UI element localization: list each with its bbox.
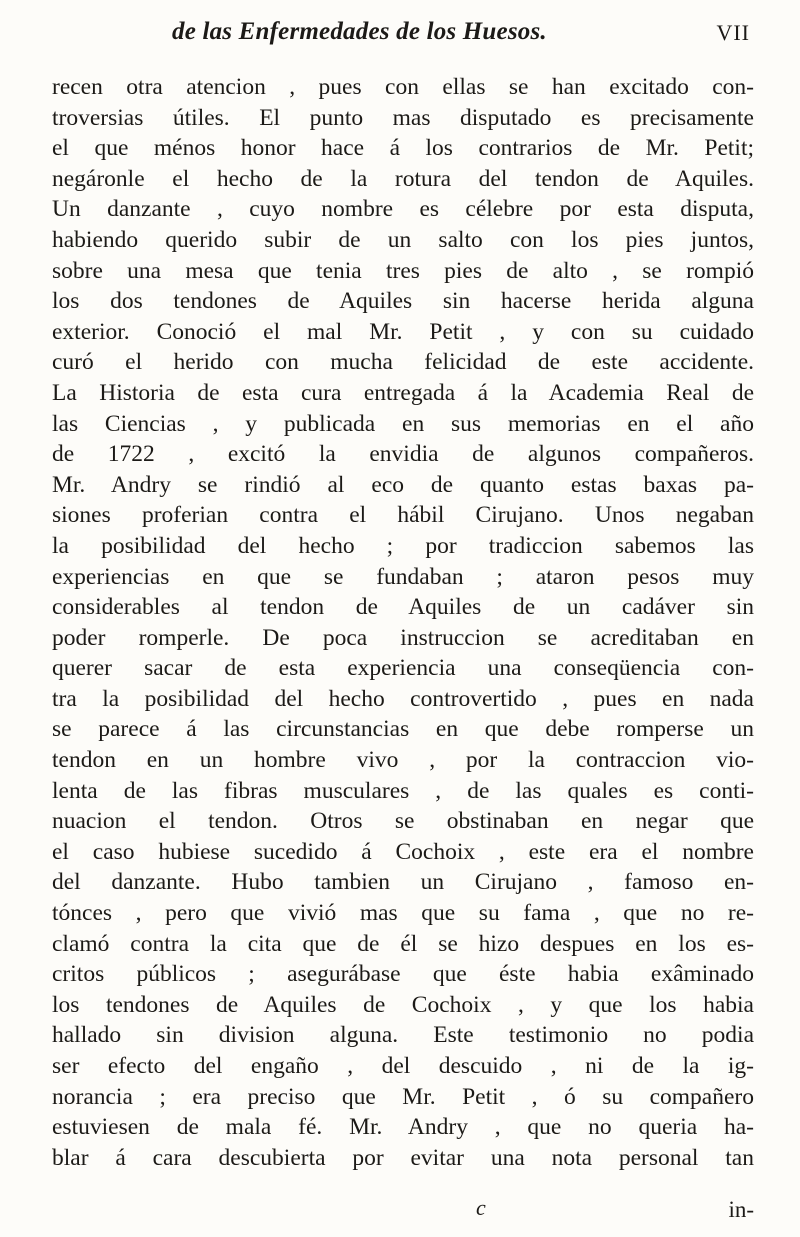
text-line: tra la posibilidad del hecho controvertido , pues en nada [52,685,754,712]
text-line: los dos tendones de Aquiles sin hacerse herida alguna [52,288,754,315]
text-line: del danzante. Hubo tambien un Cirujano , famoso en- [52,869,754,896]
text-line: Un danzante , cuyo nombre es célebre por esta disputa, [52,196,754,223]
text-line: clamó contra la cita que de él se hizo despues en los es- [52,930,754,957]
text-line: curó el herido con mucha felicidad de este accidente. [52,349,754,376]
text-line: ser efecto del engaño , del descuido , ni de la ig- [52,1053,754,1079]
text-line: querer sacar de esta experiencia una conseqüencia con- [52,655,754,682]
text-line: se parece á las circunstancias en que debe romperse un [52,716,754,743]
text-line: nuacion el tendon. Otros se obstinaban en negar que [52,808,754,835]
text-line: los tendones de Aquiles de Cochoix , y que los habia [52,991,754,1018]
text-line: tendon en un hombre vivo , por la contraccion vio- [52,747,754,774]
text-line: las Ciencias , y publicada en sus memorias en el año [52,410,754,437]
text-line: blar á cara descubierta por evitar una nota personal tan [52,1144,754,1171]
text-line: hallado sin division alguna. Este testimonio no podia [52,1022,754,1049]
text-line: de 1722 , excitó la envidia de algunos compañeros. [52,441,754,468]
page-number: VII [716,20,750,45]
text-line: estuviesen de mala fé. Mr. Andry , que no queria ha- [52,1114,754,1141]
running-head [0,18,800,54]
text-line: habiendo querido subir de un salto con los pies juntos, [52,226,754,253]
text-line: recen otra atencion , pues con ellas se han excitado con- [52,74,754,100]
text-line: poder romperle. De poca instruccion se acreditaban en [52,624,754,651]
page-footer [52,1195,754,1225]
catchword: in- [728,1197,754,1222]
text-line: La Historia de esta cura entregada á la Academia Real de [52,379,754,406]
text-line: sobre una mesa que tenia tres pies de alto , se rompió [52,257,754,284]
text-line: el que ménos honor hace á los contrarios de Mr. Petit; [52,135,754,162]
text-line: negáronle el hecho de la rotura del tendon de Aquiles. [52,165,754,192]
text-line: el caso hubiese sucedido á Cochoix , este era el nombre [52,838,754,865]
text-line: exterior. Conoció el mal Mr. Petit , y con su cuidado [52,318,754,345]
text-line: lenta de las fibras musculares , de las quales es conti- [52,777,754,804]
text-line: tónces , pero que vivió mas que su fama , que no re- [52,900,754,927]
text-line: siones proferian contra el hábil Cirujano. Unos negaban [52,502,754,529]
body-text [52,72,754,1173]
text-line: Mr. Andry se rindió al eco de quanto estas baxas pa- [52,471,754,498]
text-line: troversias útiles. El punto mas disputado es precisamente [52,104,754,131]
text-line: experiencias en que se fundaban ; ataron pesos muy [52,563,754,590]
text-line: critos públicos ; asegurábase que éste habia exâminado [52,961,754,988]
text-line: norancia ; era preciso que Mr. Petit , ó su compañero [52,1083,754,1110]
running-title: de las Enfermedades de los Huesos. [172,18,547,45]
text-line: considerables al tendon de Aquiles de un cadáver sin [52,594,754,621]
signature-mark: c [476,1195,486,1220]
text-line: la posibilidad del hecho ; por tradiccion sabemos las [52,532,754,559]
